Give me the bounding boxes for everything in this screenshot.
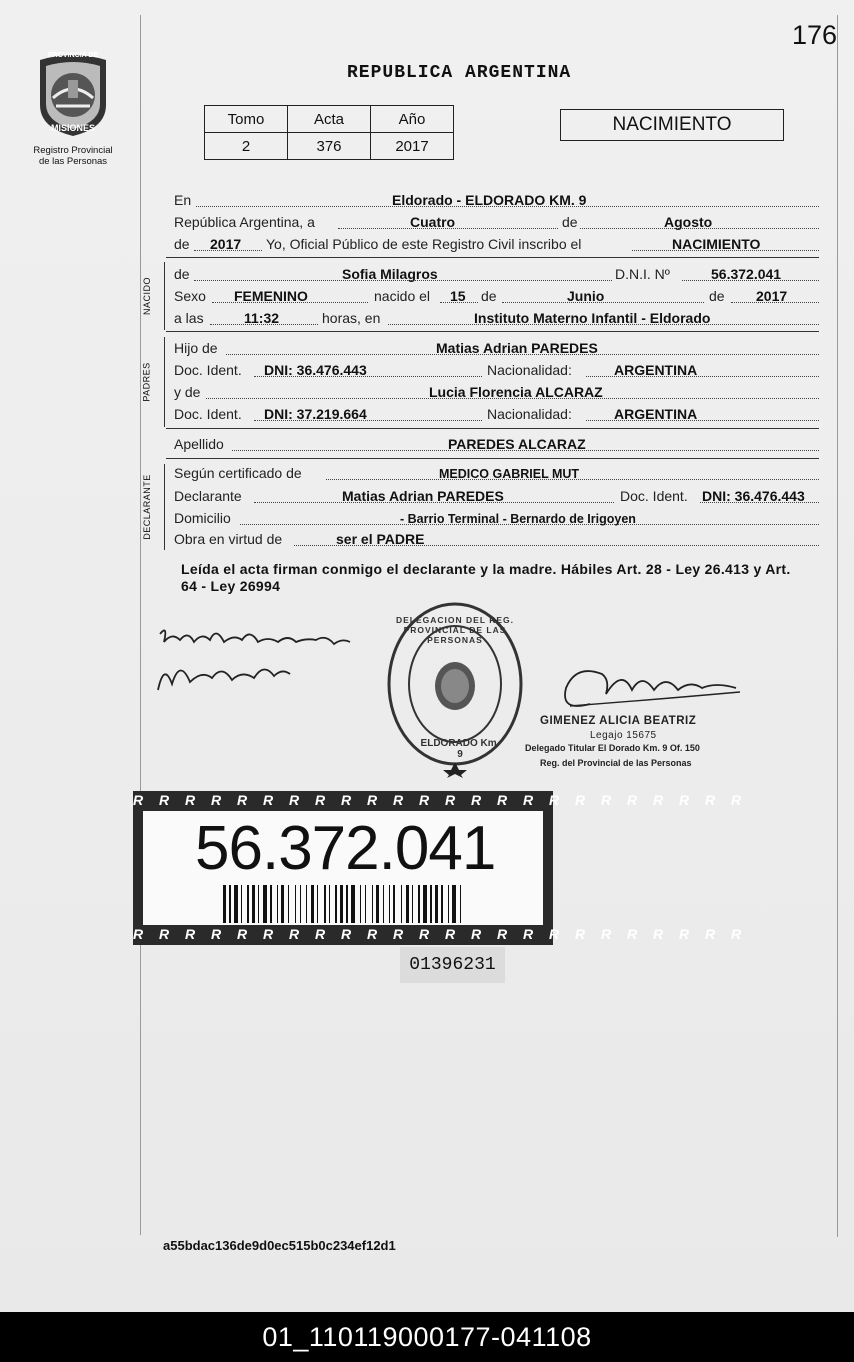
de-label: de	[174, 236, 190, 252]
barcode-bar	[306, 885, 307, 923]
birth-place: Instituto Materno Infantil - Eldorado	[474, 310, 711, 326]
barcode-bar	[412, 885, 413, 923]
intro-row-year	[174, 234, 819, 254]
mother-name: Lucia Florencia ALCARAZ	[429, 384, 603, 400]
closing-statement: Leída el acta firman conmigo el declarante y la madre. Hábiles Art. 28 - Ley 26.413 y Art. 64 - Ley 26994	[181, 561, 791, 594]
padres-section-marker	[130, 337, 166, 427]
declarante-section-marker	[130, 464, 166, 550]
domicilio-label: Domicilio	[174, 510, 231, 526]
apellido-value: PAREDES ALCARAZ	[448, 436, 586, 452]
de-label: de	[481, 288, 497, 304]
stamp-ring-text: DELEGACION DEL REG. PROVINCIAL DE LAS PERSONAS	[395, 615, 515, 645]
table-value-tomo: 2	[205, 133, 288, 160]
de-label: de	[709, 288, 725, 304]
nacido-section-marker	[130, 262, 166, 330]
barcode-bar	[406, 885, 409, 923]
registration-place: Eldorado - ELDORADO KM. 9	[392, 192, 587, 208]
child-sex: FEMENINO	[234, 288, 308, 304]
declarante-domicilio: - Barrio Terminal - Bernardo de Irigoyen	[400, 512, 636, 526]
sticker-dni-number: 56.372.041	[195, 814, 496, 883]
birth-day: 15	[450, 288, 466, 304]
barcode-bar	[365, 885, 366, 923]
table-value-acta: 376	[288, 133, 371, 160]
father-nationality: ARGENTINA	[614, 362, 698, 378]
barcode-bar	[441, 885, 443, 923]
de-label: de	[174, 266, 190, 282]
padres-row-mother-doc	[174, 404, 819, 424]
left-margin-line	[140, 15, 141, 1235]
declarante-row-name	[174, 486, 819, 506]
de-label: de	[562, 214, 578, 230]
barcode-bar	[418, 885, 420, 923]
sticker-label	[143, 811, 543, 925]
table-header-tomo: Tomo	[205, 106, 288, 133]
hijo-label: Hijo de	[174, 340, 218, 356]
declarante-row-domicilio	[174, 508, 819, 528]
barcode-bar	[340, 885, 343, 923]
barcode-icon	[223, 885, 463, 923]
barcode-bar	[281, 885, 284, 923]
barcode-bar	[346, 885, 348, 923]
nacido-section-label: NACIDO	[142, 276, 153, 316]
provincial-seal-logo	[28, 50, 118, 167]
horas-label: horas, en	[322, 310, 381, 326]
nacido-label: nacido el	[374, 288, 431, 304]
id-barcode-sticker	[133, 791, 748, 945]
birth-month: Junio	[567, 288, 605, 304]
declarante-row-cert	[174, 463, 819, 483]
certificate-issuer: MEDICO GABRIEL MUT	[439, 467, 580, 481]
sticker-pattern-top: R R R R R R R R R R R R R R R R R R R R R R R R	[133, 792, 748, 808]
declarant-signature-image	[150, 612, 360, 702]
intro-record: NACIMIENTO	[672, 236, 761, 252]
barcode-bar	[335, 885, 337, 923]
official-name: GIMENEZ ALICIA BEATRIZ	[540, 715, 697, 727]
table-header-acta: Acta	[288, 106, 371, 133]
padres-row-mother	[174, 382, 819, 402]
section-divider	[166, 428, 819, 429]
nacido-row-sex-date	[174, 286, 819, 306]
org-name-line2: de las Personas	[38, 156, 108, 167]
child-dni: 56.372.041	[711, 266, 782, 282]
barcode-bar	[360, 885, 361, 923]
barcode-bar	[383, 885, 384, 923]
barcode-bar	[423, 885, 427, 923]
barcode-bar	[317, 885, 318, 923]
father-doc: DNI: 36.476.443	[264, 362, 367, 378]
registration-day: Cuatro	[410, 214, 456, 230]
mother-doc: DNI: 37.219.664	[264, 406, 367, 422]
declarante-name: Matias Adrian PAREDES	[342, 488, 504, 504]
obra-label: Obra en virtud de	[174, 531, 283, 547]
nacido-row-time-place	[174, 308, 819, 328]
barcode-bar	[460, 885, 461, 923]
barcode-bar	[329, 885, 330, 923]
barcode-bar	[252, 885, 255, 923]
page-number: 176	[792, 20, 838, 50]
en-label: En	[174, 192, 192, 208]
barcode-bar	[376, 885, 379, 923]
barcode-bar	[430, 885, 432, 923]
logo-top-text: PROVINCIA DE	[47, 52, 99, 59]
registration-month: Agosto	[664, 214, 713, 230]
document-title: REPUBLICA ARGENTINA	[347, 63, 572, 83]
barcode-bar	[311, 885, 314, 923]
child-name: Sofia Milagros	[342, 266, 438, 282]
barcode-bar	[300, 885, 301, 923]
padres-section-label: PADRES	[142, 362, 152, 402]
barcode-bar	[401, 885, 402, 923]
barcode-bar	[452, 885, 456, 923]
barcode-bar	[229, 885, 231, 923]
record-type-box: NACIMIENTO	[560, 109, 784, 141]
org-name-line1: Registro Provincial	[33, 145, 113, 156]
footer-identifier: 01_110119000177-041108	[0, 1312, 854, 1362]
doc-ident-label: Doc. Ident.	[174, 362, 242, 378]
table-header-anio: Año	[371, 106, 454, 133]
barcode-bar	[372, 885, 373, 923]
barcode-bar	[277, 885, 278, 923]
apellido-label: Apellido	[174, 436, 224, 452]
official-org: Reg. del Provincial de las Personas	[540, 758, 692, 768]
barcode-bar	[247, 885, 249, 923]
birth-time: 11:32	[244, 310, 280, 326]
barcode-bar	[435, 885, 438, 923]
apellido-row	[174, 434, 819, 454]
y-de-label: y de	[174, 384, 201, 400]
barcode-bar	[263, 885, 267, 923]
barcode-bar	[223, 885, 226, 923]
nacionalidad-label: Nacionalidad:	[487, 406, 572, 422]
nacido-row-name	[174, 264, 819, 284]
section-divider	[166, 331, 819, 332]
registration-year: 2017	[210, 236, 242, 252]
republic-label: República Argentina, a	[174, 214, 315, 230]
barcode-bar	[389, 885, 390, 923]
barcode-bar	[393, 885, 395, 923]
padres-row-father-doc	[174, 360, 819, 380]
official-legajo: Legajo 15675	[590, 730, 657, 741]
sticker-pattern-bottom: R R R R R R R R R R R R R R R R R R R R R R R R	[133, 926, 748, 942]
dni-label: D.N.I. Nº	[615, 266, 670, 282]
a-las-label: a las	[174, 310, 204, 326]
birth-year: 2017	[756, 288, 788, 304]
right-margin-line	[837, 15, 838, 1237]
barcode-bar	[258, 885, 259, 923]
mother-nationality: ARGENTINA	[614, 406, 698, 422]
padres-row-father	[174, 338, 819, 358]
official-role: Delegado Titular El Dorado Km. 9 Of. 150	[525, 743, 700, 753]
barcode-bar	[448, 885, 449, 923]
stamp-inner-text: ELDORADO Km. 9	[420, 738, 500, 760]
document-hash: a55bdac136de9d0ec515b0c234ef12d1	[163, 1238, 396, 1253]
intro-row-date	[174, 212, 819, 232]
doc-ident-label: Doc. Ident.	[174, 406, 242, 422]
declarante-row-obra	[174, 529, 819, 549]
obra-value: ser el PADRE	[336, 531, 425, 547]
barcode-bar	[234, 885, 238, 923]
control-code: 01396231	[400, 947, 505, 983]
sexo-label: Sexo	[174, 288, 206, 304]
barcode-bar	[241, 885, 242, 923]
declarante-doc: DNI: 36.476.443	[702, 488, 805, 504]
tomo-acta-table	[204, 105, 454, 160]
certificado-label: Según certificado de	[174, 465, 302, 481]
barcode-bar	[351, 885, 355, 923]
intro-text: Yo, Oficial Público de este Registro Civil inscribo el	[266, 236, 582, 252]
section-divider	[166, 458, 819, 459]
nacionalidad-label: Nacionalidad:	[487, 362, 572, 378]
table-value-anio: 2017	[371, 133, 454, 160]
section-divider	[166, 257, 819, 258]
logo-bottom-text: MISIONES	[50, 123, 95, 133]
official-signature-image	[550, 650, 750, 720]
doc-ident-label: Doc. Ident.	[620, 488, 688, 504]
declarante-section-label: DECLARANTE	[142, 474, 153, 540]
declarante-label: Declarante	[174, 488, 242, 504]
intro-row-place	[174, 190, 819, 210]
barcode-bar	[288, 885, 289, 923]
father-name: Matias Adrian PAREDES	[436, 340, 598, 356]
barcode-bar	[295, 885, 296, 923]
barcode-bar	[324, 885, 326, 923]
barcode-bar	[270, 885, 272, 923]
